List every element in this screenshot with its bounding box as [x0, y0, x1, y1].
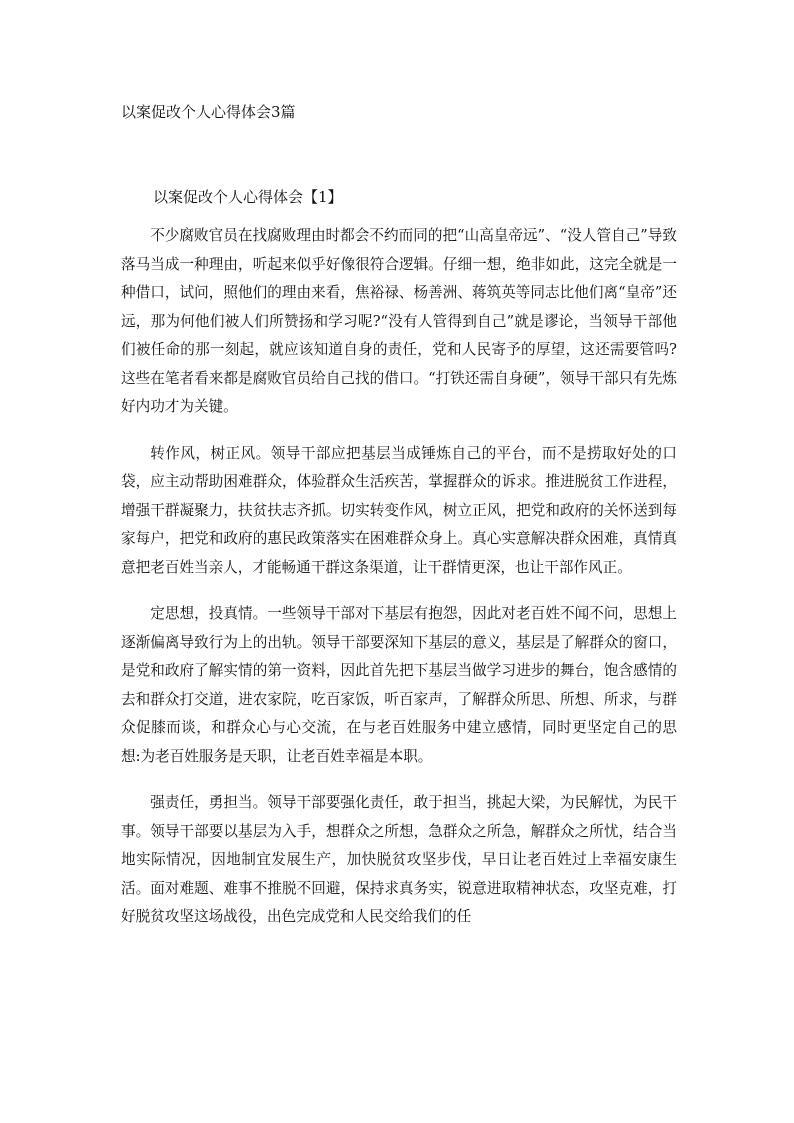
paragraph: 不少腐败官员在找腐败理由时都会不约而同的把“山高皇帝远”、“没人管自己”导致落马当成一种理由，听起来似乎好像很符合逻辑。仔细一想，绝非如此，这完全就是一种借口，试问，照他们的理由来看，焦裕禄、杨善洲、蒋筑英等同志比他们离“皇帝”还远，那为何他们被人们所赞扬和学习呢?“没有人管得到自己”就是谬论，当领导干部他们被任命的那一刻起，就应该知道自身的责任，党和人民寄予的厚望，这还需要管吗?这些在笔者看来都是腐败官员给自己找的借口。“打铁还需自身硬”，领导干部只有先炼好内功才为关键。	[121, 227, 677, 415]
document-title: 以案促改个人心得体会3篇	[121, 103, 296, 121]
body-text	[121, 222, 677, 950]
paragraph: 定思想，投真情。一些领导干部对下基层有抱怨，因此对老百姓不闻不问，思想上逐渐偏离导致行为上的出轨。领导干部要深知下基层的意义，基层是了解群众的窗口，是党和政府了解实情的第一资料，因此首先把下基层当做学习进步的舞台，饱含感情的去和群众打交道，进农家院，吃百家饭，听百家声，了解群众所思、所想、所求，与群众促膝而谈，和群众心与心交流，在与老百姓服务中建立感情，同时更坚定自己的思想:为老百姓服务是天职，让老百姓幸福是本职。	[121, 605, 677, 765]
section-heading: 以案促改个人心得体会【1】	[153, 188, 343, 206]
paragraph: 强责任，勇担当。领导干部要强化责任，敢于担当，挑起大梁，为民解忧，为民干事。领导干部要以基层为入手，想群众之所想，急群众之所急，解群众之所忧，结合当地实际情况，因地制宜发展生产，加快脱贫攻坚步伐，早日让老百姓过上幸福安康生活。面对难题、难事不推脱不回避，保持求真务实，锐意进取精神状态，攻坚克难，打好脱贫攻坚这场战役，出色完成党和人民交给我们的任	[121, 794, 677, 925]
paragraph: 转作风，树正风。领导干部应把基层当成锤炼自己的平台，而不是捞取好处的口袋，应主动帮助困难群众，体验群众生活疾苦，掌握群众的诉求。推进脱贫工作进程，增强干群凝聚力，扶贫扶志齐抓。切实转变作风，树立正风，把党和政府的关怀送到每家每户，把党和政府的惠民政策落实在困难群众身上。真心实意解决群众困难，真情真意把老百姓当亲人，才能畅通干群这条渠道，让干群情更深，也让干部作风正。	[121, 444, 677, 576]
